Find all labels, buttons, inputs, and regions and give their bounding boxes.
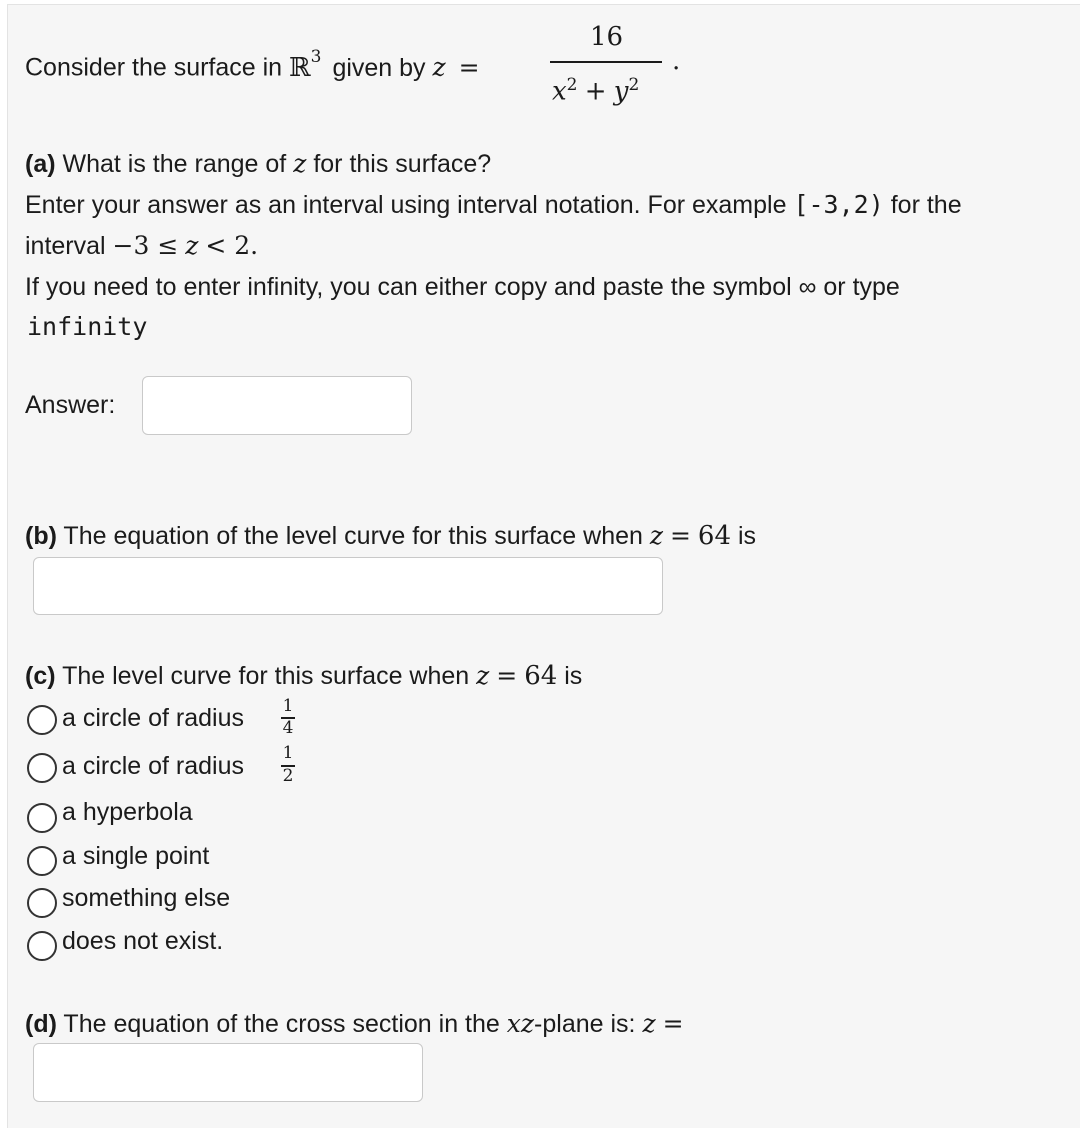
part-a-infinity-code: infinity <box>27 312 148 341</box>
denominator-y: y <box>613 76 629 107</box>
part-c-text-prefix: The level curve for this surface when <box>62 662 470 690</box>
part-a-interval-right: < 2. <box>205 231 259 260</box>
part-b-label: (b) <box>25 522 57 550</box>
part-c-variable: z <box>476 661 490 690</box>
part-b-value: 64 <box>697 521 731 551</box>
real-space-symbol <box>289 47 322 83</box>
part-a-answer-input[interactable] <box>142 376 412 435</box>
option-frac-num-half: 1 <box>282 743 294 763</box>
option-label-circle-half: a circle of radius <box>62 752 245 780</box>
option-label-single-point: a single point <box>62 842 210 870</box>
intro-equals-sign: = <box>458 52 480 82</box>
option-label-circle-quarter: a circle of radius <box>62 704 245 732</box>
part-b-variable: z <box>649 521 664 550</box>
part-d-text-suffix: -plane is: <box>534 1010 636 1038</box>
option-label-something-else: something else <box>62 884 231 912</box>
part-a-answer-label: Answer: <box>25 391 116 419</box>
part-a-instruction-prefix: Enter your answer as an interval using interval notation. For example <box>25 191 787 219</box>
fraction-bar <box>550 61 662 63</box>
denominator-x-exponent: 2 <box>566 75 578 95</box>
intro-text <box>25 46 480 83</box>
option-frac-den-half: 2 <box>282 766 294 786</box>
part-a-interval-variable: z <box>185 231 199 260</box>
option-radio-circle-quarter[interactable] <box>27 705 57 735</box>
part-c-question <box>25 661 582 691</box>
part-c-value: 64 <box>524 661 558 691</box>
option-frac-den-quarter: 4 <box>282 718 294 738</box>
part-b-equals: = <box>670 521 691 550</box>
part-a-question-suffix: for this surface? <box>313 150 492 178</box>
option-frac-num-quarter: 1 <box>282 696 294 716</box>
part-b-text-prefix: The equation of the level curve for this surface when <box>63 522 643 550</box>
part-a-instruction-line2 <box>25 231 258 261</box>
part-a-example-code: [-3,2) <box>793 190 884 219</box>
part-a-question <box>25 149 491 179</box>
part-a-infinity-line <box>25 272 900 302</box>
part-c-equals: = <box>496 661 518 690</box>
denominator-y-exponent: 2 <box>628 75 640 95</box>
part-c-text-suffix: is <box>564 662 583 690</box>
part-d-text-prefix: The equation of the cross section in the <box>63 1010 500 1038</box>
part-a-question-prefix: What is the range of <box>62 150 287 178</box>
option-radio-something-else[interactable] <box>27 888 57 918</box>
option-radio-hyperbola[interactable] <box>27 803 57 833</box>
part-a-interval-left: −3 ≤ <box>112 231 179 260</box>
option-label-does-not-exist: does not exist. <box>62 927 224 955</box>
part-a-infinity-suffix: or type <box>823 273 900 301</box>
part-a-instruction-suffix: for the <box>890 191 962 219</box>
denominator-plus: + <box>584 76 607 107</box>
part-d-variable: z <box>642 1009 656 1038</box>
part-a-question-variable: z <box>293 149 307 178</box>
part-d-answer-input[interactable] <box>33 1043 423 1102</box>
part-d-equals: = <box>662 1009 684 1038</box>
part-c-label: (c) <box>25 662 56 690</box>
part-b-answer-input[interactable] <box>33 557 663 615</box>
part-b-text-suffix: is <box>737 522 757 550</box>
fraction-numerator: 16 <box>590 22 624 52</box>
option-radio-circle-half[interactable] <box>27 753 57 783</box>
part-d-question <box>25 1009 684 1039</box>
part-a-label: (a) <box>25 150 56 178</box>
option-label-hyperbola: a hyperbola <box>62 798 193 826</box>
intro-period: . <box>672 46 681 76</box>
real-space-letter: ℝ <box>289 52 311 83</box>
real-space-exponent: 3 <box>310 47 322 67</box>
part-b-question <box>25 521 756 551</box>
fraction-denominator <box>552 70 639 107</box>
intro-z-variable: z <box>432 52 446 82</box>
option-radio-single-point[interactable] <box>27 846 57 876</box>
part-d-label: (d) <box>25 1010 57 1038</box>
infinity-symbol: ∞ <box>798 273 817 301</box>
part-a-infinity-prefix: If you need to enter infinity, you can either copy and paste the symbol <box>25 273 792 301</box>
denominator-x: x <box>552 76 567 107</box>
intro-given-by: given by <box>332 53 426 82</box>
part-a-instruction-line1 <box>25 190 962 220</box>
option-radio-does-not-exist[interactable] <box>27 931 57 961</box>
part-d-plane: xz <box>506 1009 535 1038</box>
part-a-interval-word: interval <box>25 232 106 260</box>
intro-prefix: Consider the surface in <box>25 53 283 82</box>
